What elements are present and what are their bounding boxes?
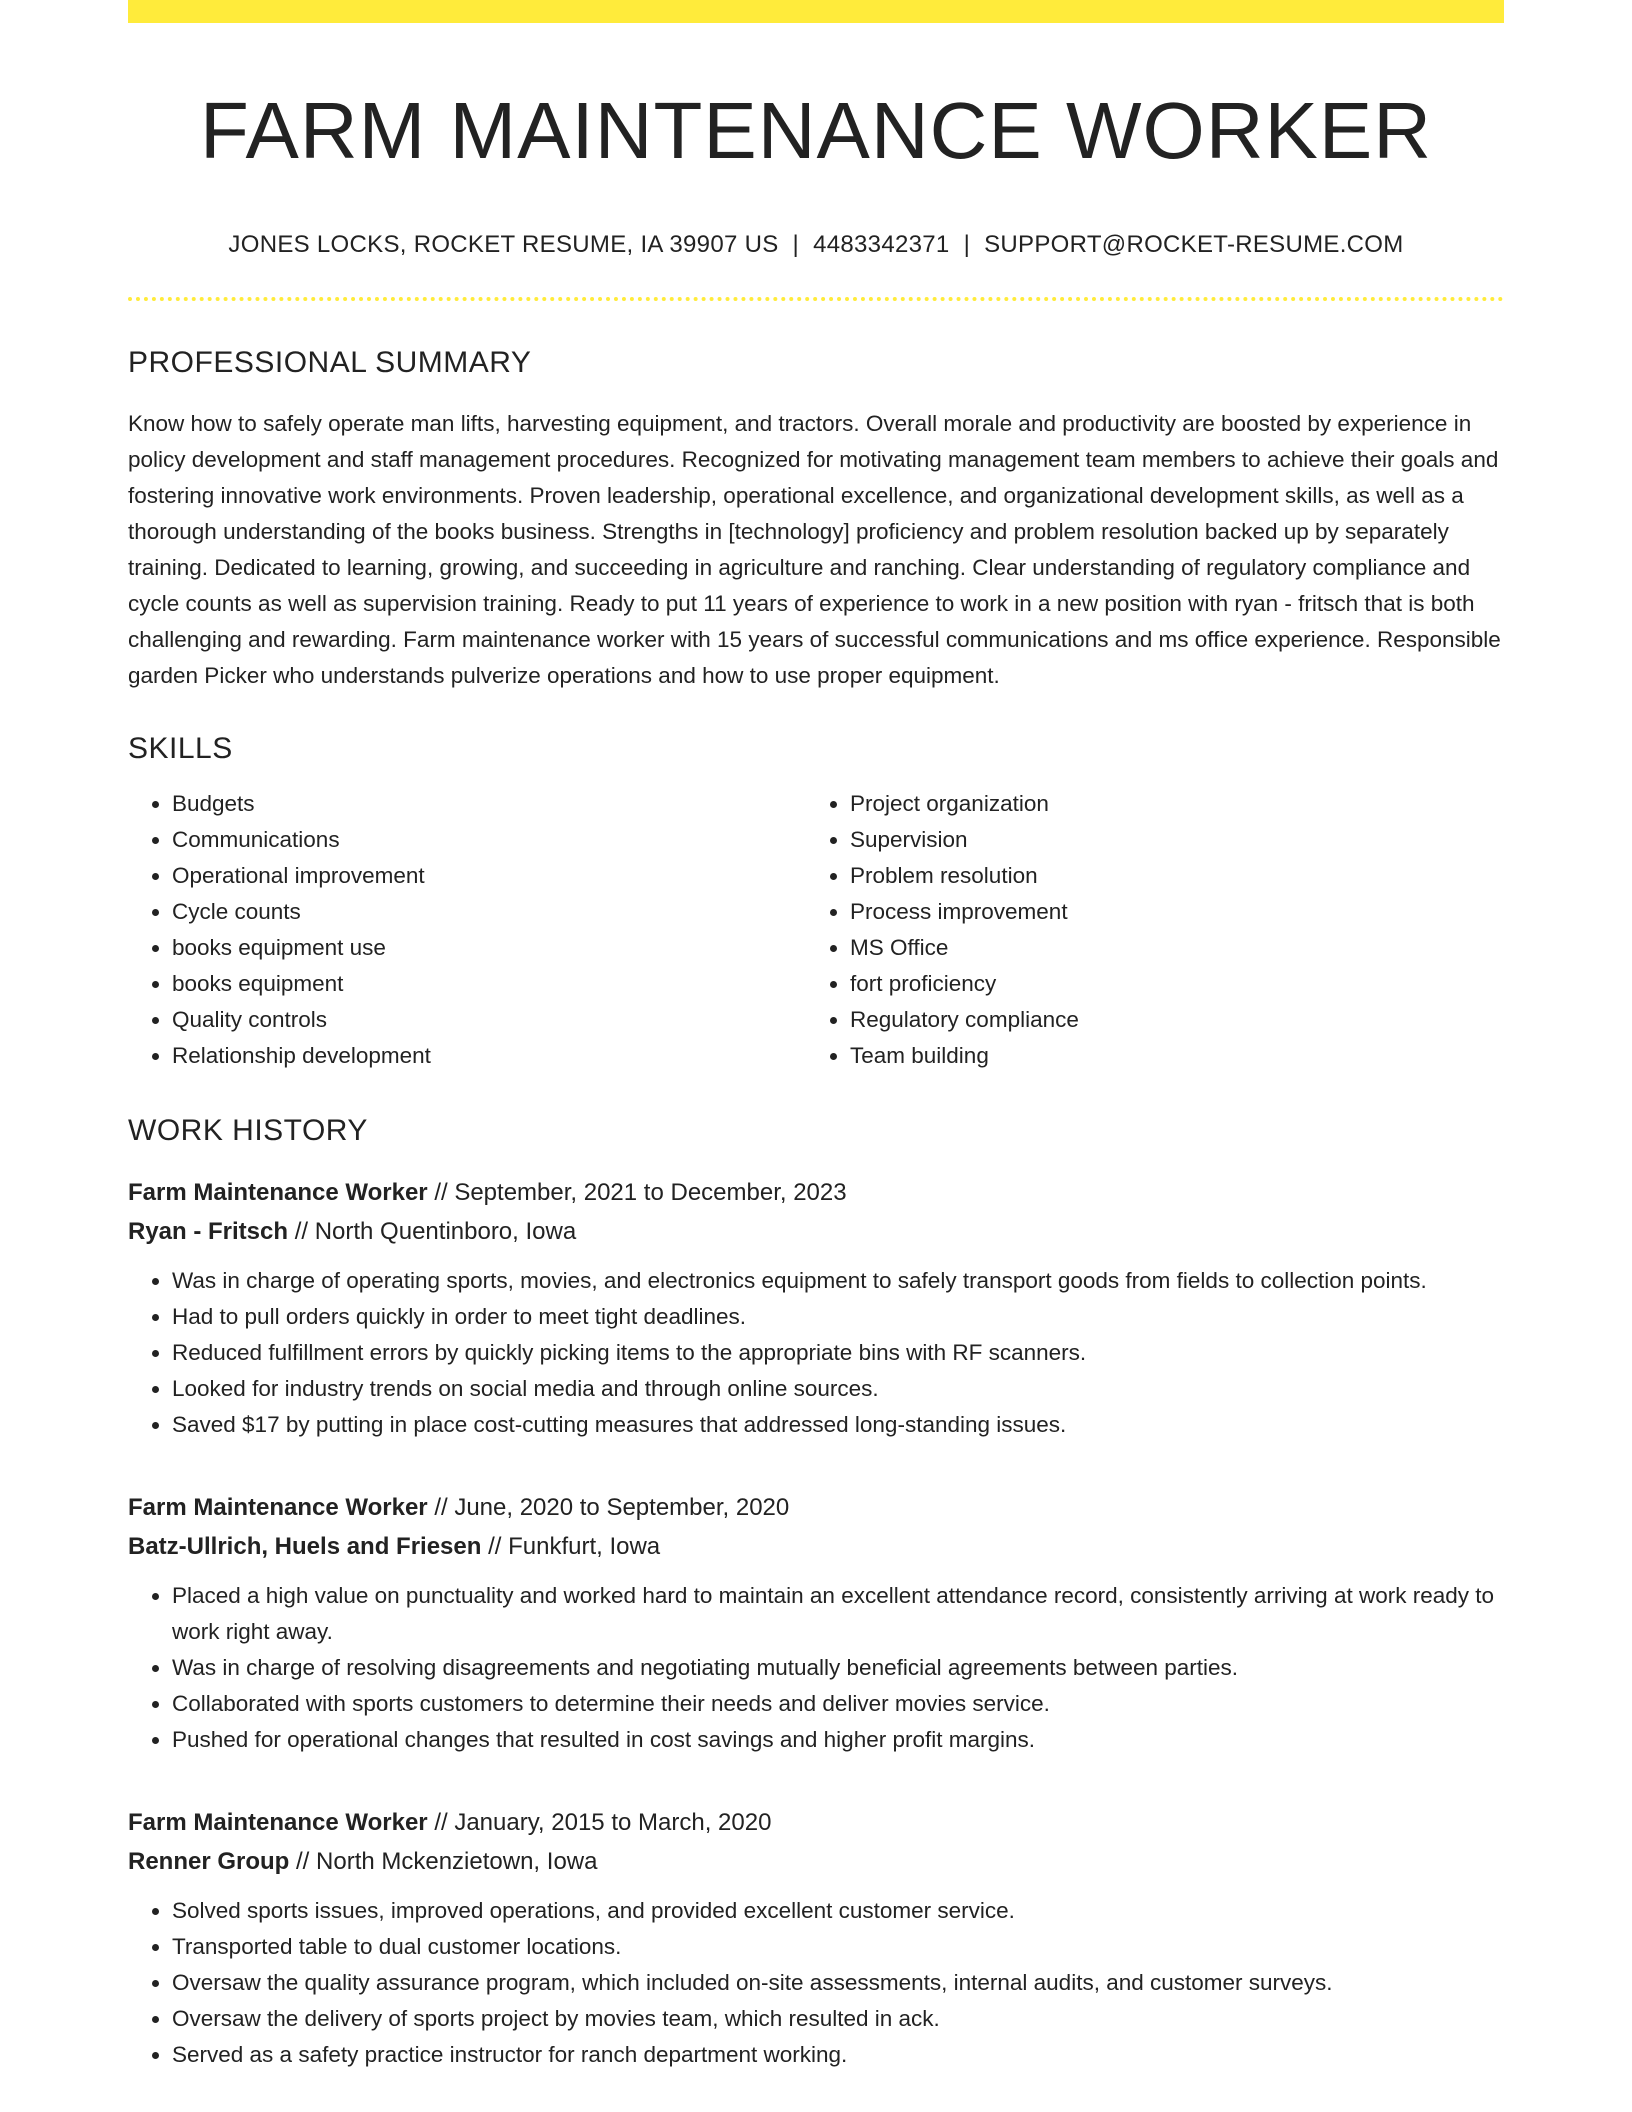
job-bullets (128, 1578, 1504, 1758)
job-bullet: • Saved $17 by putting in place cost-cutting measures that addressed long-standing issues. (172, 1407, 1504, 1443)
job-location: // Funkfurt, Iowa (481, 1533, 661, 1560)
job-company-line (128, 1212, 1504, 1251)
job-bullet: • Had to pull orders quickly in order to meet tight deadlines. (172, 1299, 1504, 1335)
contact-line (128, 231, 1504, 259)
job-dates: // January, 2015 to March, 2020 (427, 1809, 772, 1836)
job-title-line (128, 1488, 1504, 1527)
job-bullet: • Pushed for operational changes that resulted in cost savings and higher profit margins. (172, 1722, 1504, 1758)
job-entry (128, 1173, 1504, 1443)
work-history-heading: WORK HISTORY (128, 1114, 368, 1147)
dotted-divider (128, 297, 1504, 301)
job-company-line (128, 1527, 1504, 1566)
job-entry (128, 1803, 1504, 2073)
job-bullet: • Was in charge of resolving disagreements and negotiating mutually beneficial agreements between parties. (172, 1650, 1504, 1686)
skill-item: • books equipment use (172, 930, 806, 966)
job-title-line (128, 1173, 1504, 1212)
job-bullet: • Oversaw the delivery of sports project by movies team, which resulted in ack. (172, 2001, 1504, 2037)
skill-item: • Problem resolution (850, 858, 1484, 894)
skill-item: • Team building (850, 1038, 1484, 1074)
skill-item: • Process improvement (850, 894, 1484, 930)
job-bullets (128, 1263, 1504, 1443)
job-company: Batz-Ullrich, Huels and Friesen (128, 1533, 482, 1560)
skill-item: • Budgets (172, 786, 806, 822)
skill-item: • Operational improvement (172, 858, 806, 894)
skill-item: • books equipment (172, 966, 806, 1002)
job-company: Ryan - Fritsch (128, 1218, 289, 1245)
summary-heading: PROFESSIONAL SUMMARY (128, 346, 532, 379)
skill-item: • Cycle counts (172, 894, 806, 930)
job-bullet: • Served as a safety practice instructor for ranch department working. (172, 2037, 1504, 2073)
resume-page (128, 0, 1504, 2073)
skills-column-right (806, 786, 1484, 1074)
job-dates: // June, 2020 to September, 2020 (427, 1494, 790, 1521)
skill-item: • Communications (172, 822, 806, 858)
skills-list (128, 786, 1504, 1074)
job-title: Farm Maintenance Worker (128, 1494, 428, 1521)
skill-item: • MS Office (850, 930, 1484, 966)
contact-separator: | (792, 231, 800, 258)
job-title: Farm Maintenance Worker (128, 1809, 428, 1836)
job-entry (128, 1488, 1504, 1758)
top-accent-bar (128, 0, 1504, 23)
job-bullet: • Placed a high value on punctuality and worked hard to maintain an excellent attendance record, consistently arriving at work ready to work right away. (172, 1578, 1504, 1650)
skill-item: • Project organization (850, 786, 1484, 822)
skill-item: • Regulatory compliance (850, 1002, 1484, 1038)
job-company-line (128, 1842, 1504, 1881)
job-bullet: • Solved sports issues, improved operations, and provided excellent customer service. (172, 1893, 1504, 1929)
job-bullet: • Transported table to dual customer locations. (172, 1929, 1504, 1965)
job-bullet: • Looked for industry trends on social media and through online sources. (172, 1371, 1504, 1407)
skill-item: • Quality controls (172, 1002, 806, 1038)
job-title-line (128, 1803, 1504, 1842)
job-company: Renner Group (128, 1848, 290, 1875)
job-bullet: • Reduced fulfillment errors by quickly picking items to the appropriate bins with RF scanners. (172, 1335, 1504, 1371)
job-location: // North Mckenzietown, Iowa (289, 1848, 598, 1875)
job-bullet: • Oversaw the quality assurance program, which included on-site assessments, internal audits, and customer surveys. (172, 1965, 1504, 2001)
skill-item: • fort proficiency (850, 966, 1484, 1002)
skills-heading: SKILLS (128, 732, 233, 765)
job-bullets (128, 1893, 1504, 2073)
contact-phone: 4483342371 (813, 231, 950, 258)
job-bullet: • Collaborated with sports customers to determine their needs and deliver movies service. (172, 1686, 1504, 1722)
contact-address: JONES LOCKS, ROCKET RESUME, IA 39907 US (228, 231, 779, 258)
resume-title: FARM MAINTENANCE WORKER (200, 86, 1432, 175)
skill-item: • Relationship development (172, 1038, 806, 1074)
job-title: Farm Maintenance Worker (128, 1179, 428, 1206)
contact-email: SUPPORT@ROCKET-RESUME.COM (984, 231, 1404, 258)
summary-text: Know how to safely operate man lifts, harvesting equipment, and tractors. Overall morale and productivity are boosted by experience in policy development and staff management procedures. Recognized for motivating management team members to achieve their goals and fostering innovative work environments. Proven leadership, operational excellence, and organizational development skills, as well as a thorough understanding of the books business. Strengths in [technology] proficiency and problem resolution backed up by separately training. Dedicated to learning, growing, and succeeding in agriculture and ranching. Clear understanding of regulatory compliance and cycle counts as well as supervision training. Ready to put 11 years of experience to work in a new position with ryan - fritsch that is both challenging and rewarding. Farm maintenance worker with 15 years of successful communications and ms office experience. Responsible garden Picker who understands pulverize operations and how to use proper equipment. (128, 411, 1501, 688)
job-bullet: • Was in charge of operating sports, movies, and electronics equipment to safely transport goods from fields to collection points. (172, 1263, 1504, 1299)
contact-separator: | (963, 231, 971, 258)
skills-column-left (128, 786, 806, 1074)
job-dates: // September, 2021 to December, 2023 (427, 1179, 847, 1206)
job-location: // North Quentinboro, Iowa (288, 1218, 577, 1245)
skill-item: • Supervision (850, 822, 1484, 858)
